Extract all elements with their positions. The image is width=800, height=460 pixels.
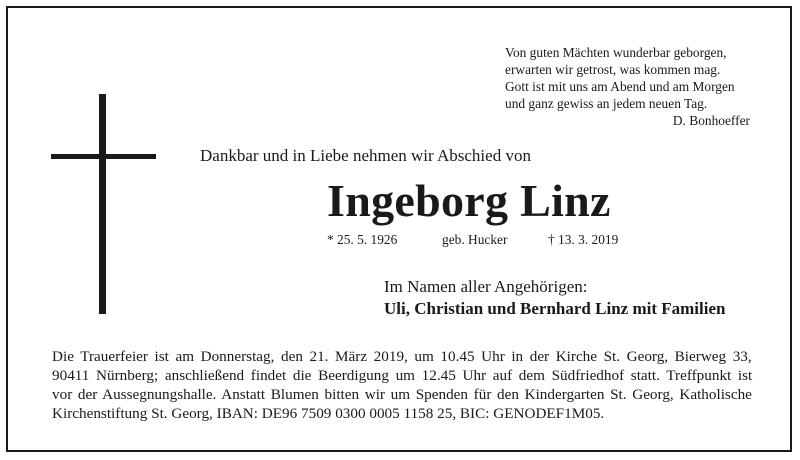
poem-line: Gott ist mit uns am Abend und am Morgen (505, 79, 735, 94)
mourners-names: Uli, Christian und Bernhard Linz mit Familien (384, 299, 726, 318)
notice-line (52, 347, 752, 366)
poem-line: erwarten wir getrost, was kommen mag. (505, 62, 721, 77)
funeral-notice (52, 347, 752, 423)
notice-line-text: Die Trauerfeier ist am Donnerstag, den 21. März 2019, um 10.45 Uhr in der Kirche St. Georg, Bierweg 33, (52, 348, 752, 365)
maiden-name: geb. Hucker (442, 232, 508, 247)
notice-line-text: vor der Aussegnungshalle. Anstatt Blumen bitten wir um Spenden für den Kindergarten St. Georg, Katholische (52, 386, 752, 403)
cross-horizontal-bar (51, 154, 156, 159)
notice-line (52, 366, 752, 385)
farewell-intro: Dankbar und in Liebe nehmen wir Abschied von (200, 146, 531, 165)
mourners-intro: Im Namen aller Angehörigen: (384, 277, 588, 296)
notice-line (52, 385, 752, 404)
notice-line-text: 90411 Nürnberg; anschließend findet die Beerdigung um 12.45 Uhr auf dem Südfriedhof statt. Treffpunkt ist (52, 367, 753, 384)
poem-line: Von guten Mächten wunderbar geborgen, (505, 45, 727, 60)
birth-date: * 25. 5. 1926 (327, 232, 398, 247)
bonhoeffer-poem (505, 44, 750, 129)
notice-line-text: Kirchenstiftung St. Georg, IBAN: DE96 7509 0300 0005 1158 25, BIC: GENODEF1M05. (52, 405, 605, 422)
notice-line (52, 404, 752, 423)
poem-author: D. Bonhoeffer (672, 113, 750, 128)
death-date: † 13. 3. 2019 (548, 232, 619, 247)
cross-vertical-bar (99, 94, 106, 314)
poem-line: und ganz gewiss an jedem neuen Tag. (505, 96, 708, 111)
deceased-name: Ingeborg Linz (327, 175, 611, 226)
